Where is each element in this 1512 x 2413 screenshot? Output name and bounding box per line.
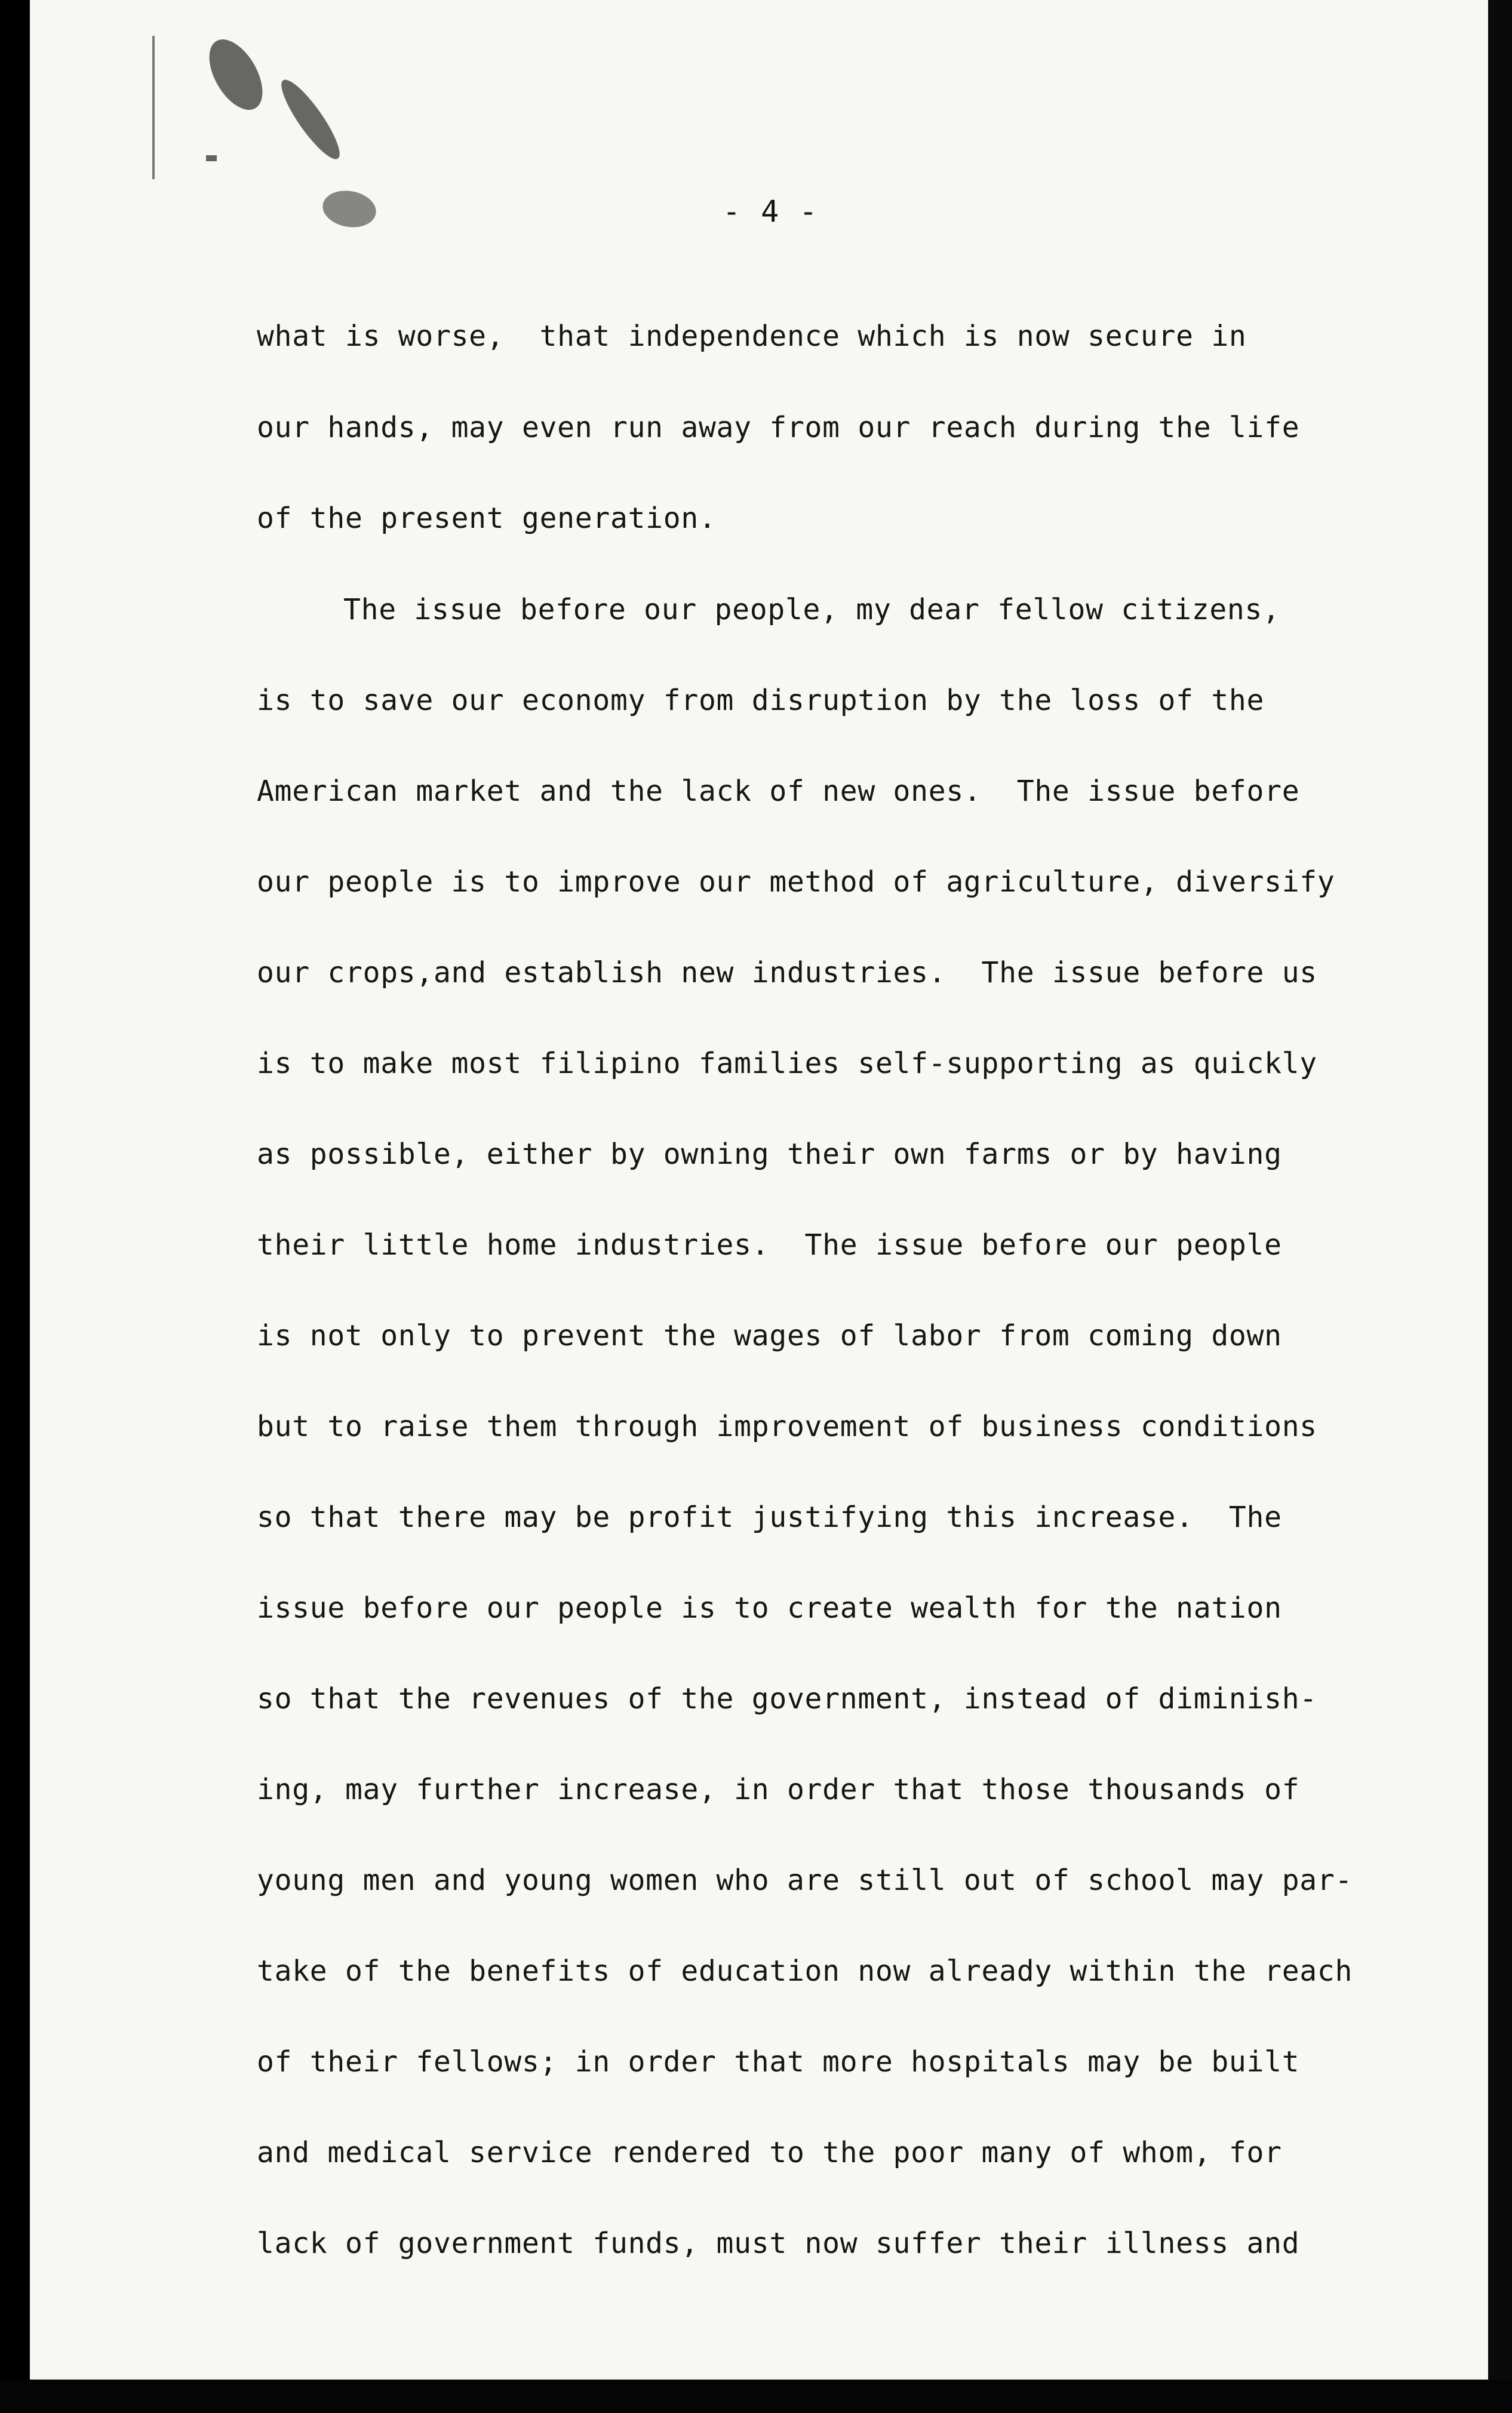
scan-edge-right — [1488, 0, 1512, 2413]
text-line: our hands, may even run away from our reach during the life — [257, 411, 1300, 444]
text-line: of the present generation. — [257, 502, 717, 535]
text-line: ing, may further increase, in order that those thousands of — [257, 1773, 1300, 1806]
page-number: - 4 - — [723, 194, 819, 229]
text-line: is to make most filipino families self-supporting as quickly — [257, 1047, 1317, 1080]
text-line: their little home industries. The issue before our people — [257, 1228, 1282, 1262]
scan-edge-bottom — [0, 2380, 1512, 2413]
text-line: take of the benefits of education now already within the reach — [257, 1954, 1353, 1988]
text-line: young men and young women who are still out of school may par- — [257, 1864, 1353, 1897]
text-line: what is worse, that independence which is now secure in — [257, 319, 1247, 353]
text-line: The issue before our people, my dear fellow citizens, — [343, 593, 1280, 626]
text-line: so that the revenues of the government, instead of diminish- — [257, 1682, 1317, 1716]
text-line: issue before our people is to create wealth for the nation — [257, 1591, 1282, 1625]
text-line: American market and the lack of new ones. The issue before — [257, 774, 1300, 808]
text-line: is not only to prevent the wages of labor from coming down — [257, 1319, 1282, 1352]
margin-mark — [206, 155, 217, 161]
document-page — [30, 0, 1488, 2380]
text-line: and medical service rendered to the poor many of whom, for — [257, 2136, 1282, 2169]
text-line: so that there may be profit justifying this increase. The — [257, 1501, 1282, 1534]
text-line: our crops,and establish new industries. The issue before us — [257, 956, 1317, 989]
text-line: is to save our economy from disruption by the loss of the — [257, 684, 1265, 717]
text-line: as possible, either by owning their own farms or by having — [257, 1138, 1282, 1171]
text-line: but to raise them through improvement of business conditions — [257, 1410, 1317, 1443]
text-line: of their fellows; in order that more hospitals may be built — [257, 2045, 1300, 2079]
text-line: our people is to improve our method of agriculture, diversify — [257, 865, 1335, 899]
text-line: lack of government funds, must now suffer their illness and — [257, 2227, 1300, 2260]
margin-mark — [152, 36, 155, 179]
